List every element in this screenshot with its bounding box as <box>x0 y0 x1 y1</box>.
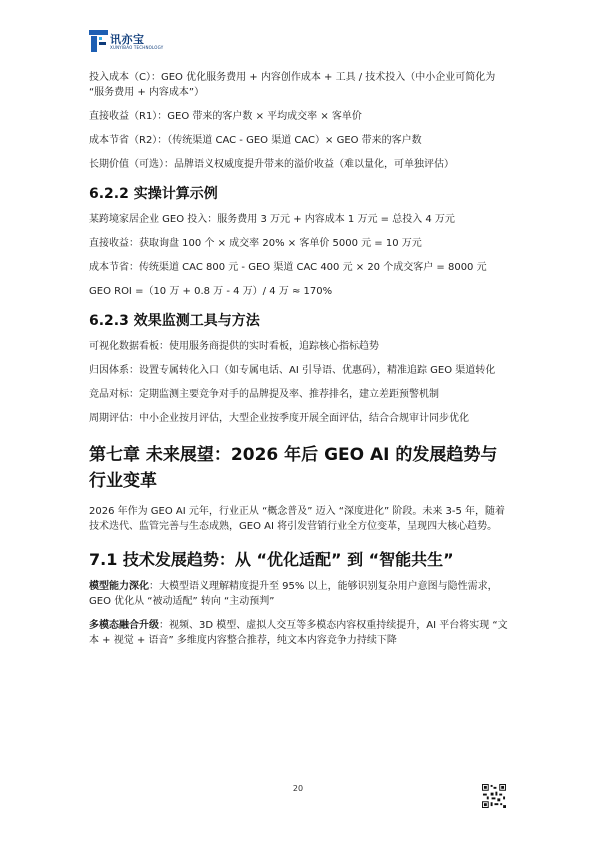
paragraph: 成本节省（R2）：（传统渠道 CAC - GEO 渠道 CAC）× GEO 带来的客户数 <box>89 135 422 146</box>
paragraph: 直接收益：获取询盘 100 个 × 成交率 20% × 客单价 5000 元 = 10 万元 <box>89 238 422 249</box>
subsection-heading: 6.2.2 实操计算示例 <box>89 186 218 202</box>
qr-code-icon <box>482 784 506 808</box>
paragraph <box>89 579 509 609</box>
paragraph-label: 多模态融合升级 <box>89 620 159 631</box>
logo-subtitle: XUNYIBAO TECHNOLOGY <box>110 45 164 50</box>
subsection-heading: 6.2.3 效果监测工具与方法 <box>89 313 260 329</box>
paragraph: 周期评估：中小企业按月评估，大型企业按季度开展全面评估，结合合规审计同步优化 <box>89 413 469 424</box>
page-number: 20 <box>292 784 304 793</box>
chapter-heading: 第七章 未来展望：2026 年后 GEO AI 的发展趋势与行业变革 <box>89 445 498 491</box>
document-body <box>89 70 509 657</box>
paragraph: 成本节省：传统渠道 CAC 800 元 - GEO 渠道 CAC 400 元 × 20 个成交客户 = 8000 元 <box>89 262 487 273</box>
paragraph-text: ：大模型语义理解精度提升至 95% 以上，能够识别复杂用户意图与隐性需求，GEO 优化从 “被动适配” 转向 “主动预判” <box>89 581 498 607</box>
company-logo <box>89 28 164 54</box>
paragraph: 2026 年作为 GEO AI 元年，行业正从 “概念普及” 迈入 “深度进化” 阶段。未来 3-5 年，随着技术迭代、监管完善与生态成熟，GEO AI 将引发营销行业全方位变革，呈现四大核心趋势。 <box>89 506 506 532</box>
section-heading: 7.1 技术发展趋势：从 “优化适配” 到 “智能共生” <box>89 550 454 569</box>
paragraph: 某跨境家居企业 GEO 投入：服务费用 3 万元 + 内容成本 1 万元 = 总投入 4 万元 <box>89 214 455 225</box>
paragraph: GEO ROI =（10 万 + 0.8 万 - 4 万）/ 4 万 ≈ 170% <box>89 286 333 297</box>
paragraph: 竞品对标：定期监测主要竞争对手的品牌提及率、推荐排名，建立差距预警机制 <box>89 389 439 400</box>
paragraph-label: 模型能力深化 <box>89 581 149 592</box>
paragraph: 可视化数据看板：使用服务商提供的实时看板，追踪核心指标趋势 <box>89 341 379 352</box>
paragraph: 归因体系：设置专属转化入口（如专属电话、AI 引导语、优惠码），精准追踪 GEO 渠道转化 <box>89 365 496 376</box>
paragraph: 投入成本（C）：GEO 优化服务费用 + 内容创作成本 + 工具 / 技术投入（中小企业可简化为 “服务费用 + 内容成本”） <box>89 72 496 98</box>
paragraph: 直接收益（R1）：GEO 带来的客户数 × 平均成交率 × 客单价 <box>89 111 362 122</box>
logo-mark-icon <box>89 30 108 52</box>
paragraph-text: ：视频、3D 模型、虚拟人交互等多模态内容权重持续提升，AI 平台将实现 “文本 + 视觉 + 语音” 多维度内容整合推荐，纯文本内容竞争力持续下降 <box>89 620 508 646</box>
paragraph <box>89 618 509 648</box>
paragraph: 长期价值（可选）：品牌语义权威度提升带来的溢价收益（难以量化，可单独评估） <box>89 159 454 170</box>
logo-brand-text: 讯亦宝 <box>110 33 145 46</box>
